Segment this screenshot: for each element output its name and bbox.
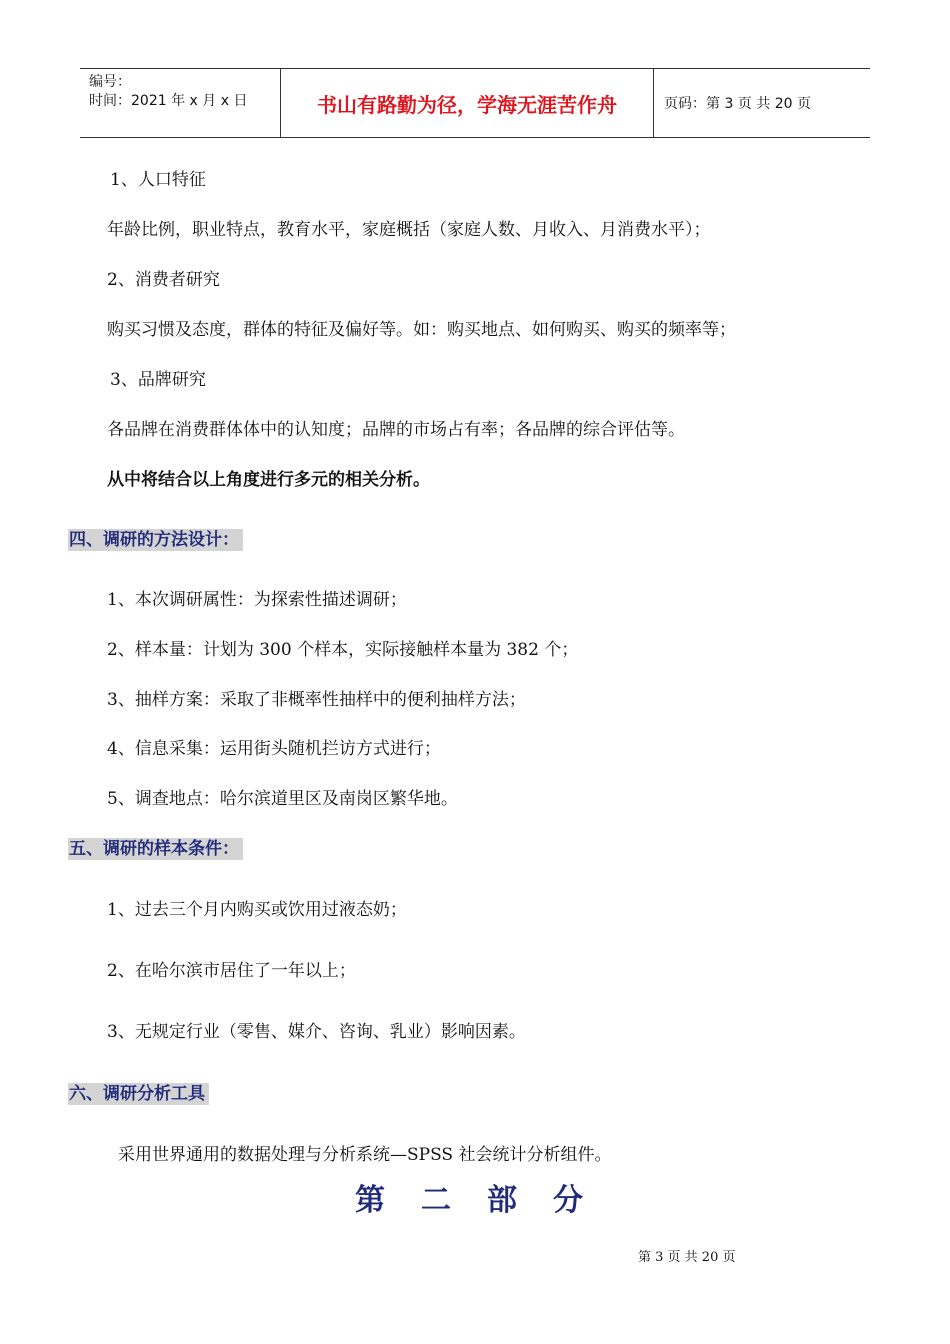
item-consumer-title: 2、消费者研究	[107, 270, 220, 290]
method-item: 2、样本量：计划为 300 个样本，实际接触样本量为 382 个；	[107, 640, 579, 660]
item-consumer-desc: 购买习惯及态度，群体的特征及偏好等。如：购买地点、如何购买、购买的频率等；	[107, 320, 736, 340]
method-item: 3、抽样方案：采取了非概率性抽样中的便利抽样方法；	[107, 690, 526, 710]
document-date: 时间：2021 年 x 月 x 日	[89, 93, 248, 109]
header-meta	[80, 69, 281, 137]
sample-item: 3、无规定行业（零售、媒介、咨询、乳业）影响因素。	[107, 1022, 526, 1042]
section-heading-method: 四、调研的方法设计：	[68, 529, 243, 551]
page-footer: 第 3 页 共 20 页	[638, 1250, 736, 1265]
item-population-title: 1、人口特征	[110, 170, 206, 190]
document-number: 编号：	[89, 74, 131, 90]
tools-desc: 采用世界通用的数据处理与分析系统—SPSS 社会统计分析组件。	[118, 1145, 612, 1165]
section-heading-sample: 五、调研的样本条件：	[68, 838, 243, 860]
item-brand-title: 3、品牌研究	[110, 370, 206, 390]
header-motto: 书山有路勤为径，学海无涯苦作舟	[281, 69, 654, 137]
item-population-desc: 年龄比例，职业特点，教育水平，家庭概括（家庭人数、月收入、月消费水平）；	[107, 220, 711, 240]
header-page-info: 页码：第 3 页 共 20 页	[664, 96, 811, 112]
part-title: 第二部分	[355, 1183, 619, 1218]
sample-item: 1、过去三个月内购买或饮用过液态奶；	[107, 900, 407, 920]
analysis-summary: 从中将结合以上角度进行多元的相关分析。	[107, 470, 430, 490]
method-item: 1、本次调研属性：为探索性描述调研；	[107, 590, 407, 610]
section-heading-tools: 六、调研分析工具	[68, 1083, 209, 1105]
method-item: 5、调查地点：哈尔滨道里区及南岗区繁华地。	[107, 789, 458, 809]
item-brand-desc: 各品牌在消费群体体中的认知度；品牌的市场占有率；各品牌的综合评估等。	[107, 420, 685, 440]
method-item: 4、信息采集：运用街头随机拦访方式进行；	[107, 739, 441, 759]
sample-item: 2、在哈尔滨市居住了一年以上；	[107, 961, 356, 981]
page-header	[80, 68, 870, 138]
